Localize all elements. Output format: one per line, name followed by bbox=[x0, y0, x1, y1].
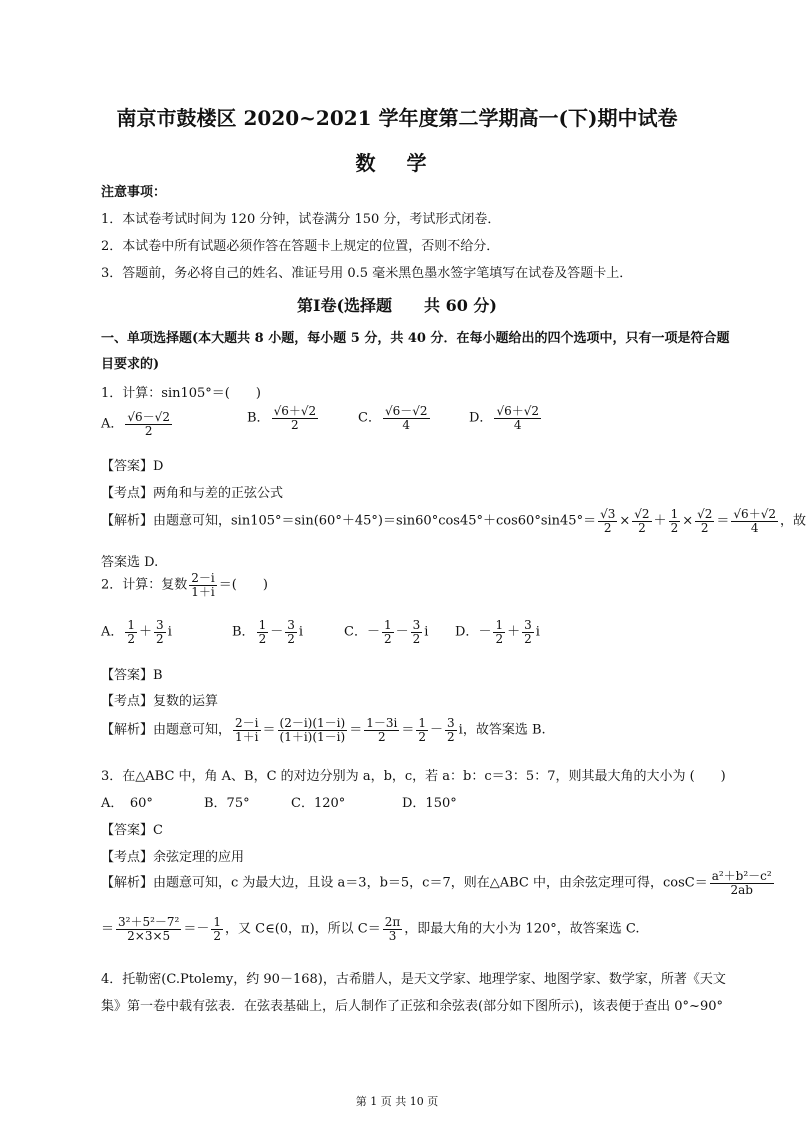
q3-point: 【考点】余弦定理的应用 bbox=[101, 850, 245, 865]
section-heading: 一、单项选择题(本大题共 8 小题，每小题 5 分，共 40 分．在每小题给出的四个选项中，只有一项是符合题 bbox=[101, 331, 730, 346]
q3-option-c: C．120° bbox=[291, 796, 346, 811]
exam-title: 南京市鼓楼区 2020~2021 学年度第二学期高一(下)期中试卷 bbox=[116, 106, 678, 130]
q4-stem-cont: 集》第一卷中载有弦表．在弦表基础上，后人制作了正弦和余弦表(部分如下图所示)，该表便于查出 0°~90° bbox=[101, 999, 723, 1014]
q1-option-a: A． $\frac{√6-√2}{2}$ bbox=[101, 410, 170, 438]
notice-item: 2．本试卷中所有试题必须作答在答题卡上规定的位置，否则不给分． bbox=[101, 239, 500, 254]
q1-analysis: 【解析】由题意可知，sin105°＝sin(60°＋45°)＝sin60°cos45°＋cos60°sin45°＝ $\frac{√3}{2}$ × $\frac{√2}{2}$ ＋ $\frac{1}{2}$ × $\frac{√2}{2}$ ＝ $\frac{√6+√2}{4}$ ，故 bbox=[101, 507, 806, 535]
q2-analysis: 【解析】由题意可知， $\frac{2-i}{1+i}$ ＝ $\frac{(2-i)(1-i)}{(1+i)(1-i)}$ ＝ $\frac{1-3i}{2}$ ＝ $\frac{1}{2}$ － $\frac{3}{2}$ i，故答案选 B. bbox=[101, 716, 546, 744]
q3-options bbox=[101, 792, 501, 810]
q3-stem: 3．在△ABC 中，角 A、B，C 的对边分别为 a，b，c，若 a：b：c＝3：5：7，则其最大角的大小为 ( ) bbox=[101, 769, 726, 784]
subject-title: 数 学 bbox=[355, 151, 439, 175]
q3-analysis: 【解析】由题意可知，c 为最大边，且设 a＝3，b＝5，c＝7，则在△ABC 中，由余弦定理可得，cosC＝ $\frac{\text{a²＋b²－c²}}{2ab}$ bbox=[101, 869, 772, 897]
q3-option-a: A． 60° bbox=[101, 796, 153, 811]
q3-analysis-cont: ＝ $\frac{\text{3²＋5²－7²}}{2\times 3\times 5}$ ＝－ $\frac{1}{2}$ ，又 C∈(0，π)，所以 C＝ $\frac{2\pi}{3}$ ，即最大角的大小为 120°，故答案选 C. bbox=[101, 915, 640, 943]
q4-stem: 4．托勒密(C.Ptolemy，约 90－168)，古希腊人，是天文学家、地理学家、地图学家、数学家，所著《天文 bbox=[101, 972, 726, 987]
q1-answer: 【答案】D bbox=[101, 459, 164, 474]
q1-option-b: B． $\frac{√6+√2}{2}$ bbox=[247, 404, 317, 432]
page-footer: 第 1 页 共 10 页 bbox=[355, 1095, 439, 1108]
q3-answer: 【答案】C bbox=[101, 823, 163, 838]
q2-options bbox=[101, 619, 581, 655]
q1-option-d: D． $\frac{√6+√2}{4}$ bbox=[469, 404, 540, 432]
q2-answer: 【答案】B bbox=[101, 668, 163, 683]
q2-option-b: B． $\frac{1}{2}$ － $\frac{3}{2}$ i bbox=[232, 618, 304, 646]
q2-option-c: C．－ $\frac{1}{2}$ － $\frac{3}{2}$ i bbox=[344, 618, 429, 646]
q3-option-d: D．150° bbox=[402, 796, 457, 811]
q2-stem: 2．计算：复数 $\frac{2-i}{1+i}$ ＝( ) bbox=[101, 571, 268, 599]
q1-option-c: C． $\frac{√6-√2}{4}$ bbox=[358, 404, 428, 432]
q1-analysis-cont: 答案选 D. bbox=[101, 555, 159, 570]
q2-option-a: A． $\frac{1}{2}$ ＋ $\frac{3}{2}$ i bbox=[101, 618, 172, 646]
notice-item: 1．本试卷考试时间为 120 分钟，试卷满分 150 分，考试形式闭卷． bbox=[101, 212, 501, 227]
q2-option-d: D．－ $\frac{1}{2}$ ＋ $\frac{3}{2}$ i bbox=[455, 618, 540, 646]
q3-option-b: B．75° bbox=[204, 796, 250, 811]
q1-point: 【考点】两角和与差的正弦公式 bbox=[101, 486, 284, 501]
q1-stem: 1．计算：sin105°＝( ) bbox=[101, 386, 261, 401]
section-heading-cont: 目要求的) bbox=[101, 357, 160, 372]
part-title: 第Ⅰ卷(选择题 共 60 分) bbox=[296, 296, 498, 315]
q2-point: 【考点】复数的运算 bbox=[101, 694, 219, 709]
notice-heading: 注意事项： bbox=[101, 185, 167, 200]
notice-item: 3．答题前，务必将自己的姓名、准证号用 0.5 毫米黑色墨水签字笔填写在试卷及答题卡上． bbox=[101, 266, 633, 281]
